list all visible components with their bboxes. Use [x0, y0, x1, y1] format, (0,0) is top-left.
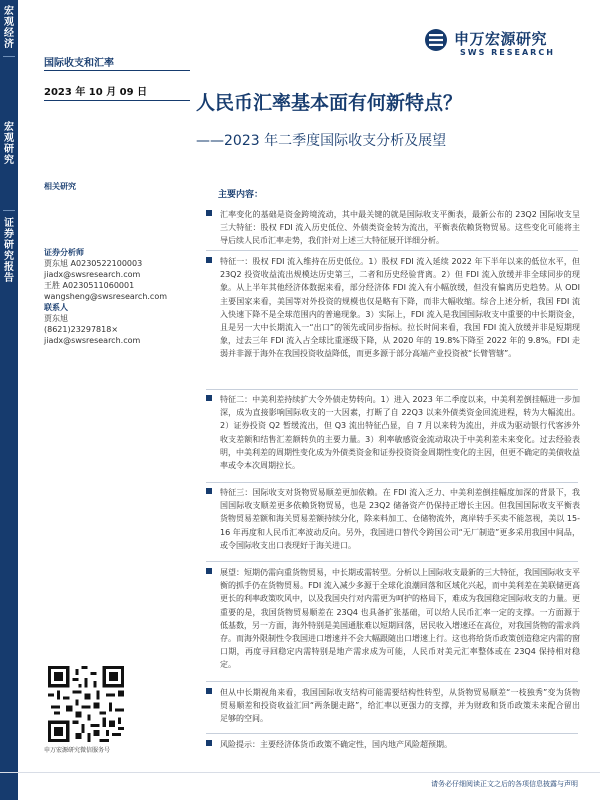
contact-email[interactable]: jiadx@swsresearch.com — [44, 336, 141, 345]
bullet-square-icon — [206, 395, 212, 401]
related-research-heading: 相关研究 — [44, 182, 76, 191]
analysts-heading: 证券分析师 — [44, 248, 84, 257]
sidebar-divider — [3, 210, 15, 211]
divider — [206, 250, 578, 251]
bullet-square-icon — [206, 568, 212, 574]
divider — [206, 681, 578, 682]
sidebar-divider — [3, 56, 15, 57]
summary-paragraph: 但从中长期视角来看，我国国际收支结构可能需要结构性转型，从货物贸易顺差“一枝独秀”变为货物贸易顺差和投资收益汇回“两条腿走路”，给汇率以更强力的支撑，并为财政和货币政策未来配合留出足够的空间。 — [220, 688, 580, 724]
divider — [206, 733, 578, 734]
qr-caption: 申万宏源研究微信服务号 — [44, 747, 111, 754]
summary-paragraph: 特征二：中美利差持续扩大令外债走势转向。1）进入 2023 年二季度以来，中美利差倒挂幅进一步加深，成为直接影响国际收支的一大因素，打断了自 22Q3 以来外债类资金回流进程，转为大幅流出。2）证券投资 Q2 暂缓流出，但 Q3 流出特征凸显，自 7 月以来转为流出，并成为驱动银行代客涉外收支差额和结售汇差额转负的主要力量。3）利率敏感资金流动取决于中美利差未来变化。过去经验表明，中美利差的周期性变化成为外债类资金和证券投资资金周期性变化的主因，但更不确定的美债收益率或令本次周期拉长。 — [220, 395, 580, 471]
divider — [206, 561, 578, 562]
summary-paragraph: 展望：短期仍需向重货物贸易，中长期或需转型。分析以上国际收支最新的三大特征，我国国际收支平衡的抓手仍在货物贸易。FDI 流入减少多源于全球化浪潮回落和区域化兴起，而中美利差在美联储更高更长的利率政策吹风中，以及我国央行对内需更为呵护的格局下，难成为我国稳定国际收支的力量。更重要的是，我国货物贸易顺差在 23Q4 也具备扩张基础，可以给人民币汇率一定的支撑。一方面源于低基数，另一方面，海外特别是美国通胀难以短期回落，居民收入增速还在高位，对我国货物的需求尚存。而海外限制性令我国进口增速并不会大幅跟随出口增速上行。这也将给货币政策创造稳定内需的窗口期，再度寻回稳定内需特别是地产需求成为可能，人民币对美元汇率整体或在 23Q4 保持相对稳定。 — [220, 568, 580, 670]
footer-divider — [0, 772, 600, 773]
qr-code-icon — [48, 666, 124, 742]
summary-paragraph: 特征三：国际收支对货物贸易顺差更加依赖。在 FDI 流入乏力、中美利差倒挂幅度加深的背景下，我国国际收支顺差更多依赖货物贸易，也是 23Q2 储备资产仍保持正增长主因。但我国国际收支平衡表货物贸易差额和海关贸易差额持续分化，除来料加工、仓储物流外，离岸转手买卖不能忽视，美以 15-16 年再度和人民币汇率波动反向。另外，我国进口替代令跨国公司“无厂制造”更多采用我国中间品，或令国际收支出口表现好于海关进口。 — [220, 488, 580, 550]
analyst-line: 王胜 A0230511060001 — [44, 281, 135, 290]
sidebar-label-securities-report: 证券研究报告 — [4, 218, 14, 284]
analyst-email[interactable]: jiadx@swsresearch.com — [44, 270, 141, 279]
sidebar — [0, 0, 18, 800]
bullet-square-icon — [206, 688, 212, 694]
summary-paragraph: 汇率变化的基础是资金跨境流动，其中最关键的就是国际收支平衡表，最新公布的 23Q2 国际收支呈三大特征：股权 FDI 流入历史低位、外债类资金转为流出，平衡表依赖货物贸易。这些变化可能将主导后续人民币汇率走势，我们针对上述三大特征展开详细分析。 — [220, 210, 580, 246]
sws-logo — [424, 28, 574, 64]
divider — [44, 70, 190, 71]
summary-paragraph: 特征一：股权 FDI 流入维持在历史低位。1）股权 FDI 流入延续 2022 年下半年以来的低位水平，但 23Q2 投资收益流出规模达历史第三，二者和历史经验背离。2）但 FDI 流入放缓并非全球同步的现象。从上半年其他经济体数据来看，部分经济体 FDI 流入有小幅放缓，但没有偏离历史趋势。从 ODI 主要国家来看，美国等对外投资的规模也仅是略有下降，而非大幅收缩。综合上述分析，我国 FDI 流入快速下降不是全球范围内的普遍现象。3）实际上，FDI 流入是我国国际收支中重要的中长期资金，且是另一大中长期流入一“出口”的领先或同步指标。拉长时间来看，我国 FDI 流入放缓并非是短期现象，过去三年 FDI 流入占全球比重逐级下降，从 2020 年的 19.8%下降至 2022 年的 9.8%。FDI 走弱并非源于海外在我国投资收益降低，而更多源于部分高端产业投资被“长臂管辖”。 — [220, 257, 580, 359]
bullet-square-icon — [206, 257, 212, 263]
report-category: 国际收支和汇率 — [44, 58, 114, 69]
report-date: 2023 年 10 月 09 日 — [44, 87, 148, 98]
sidebar-label-macro-research: 宏观研究 — [4, 122, 14, 166]
sws-logo-icon — [424, 28, 448, 52]
risk-warning: 风险提示：主要经济体货币政策不确定性，国内地产风险超预期。 — [220, 740, 452, 749]
analysts-block — [44, 247, 184, 302]
contact-block — [44, 302, 184, 346]
divider — [206, 482, 578, 483]
main-content-heading: 主要内容： — [218, 190, 264, 200]
contact-name: 贾东旭 — [44, 314, 68, 323]
sidebar-label-macro-economy: 宏观经济 — [4, 6, 14, 50]
page-subtitle: ——2023 年二季度国际收支分析及展望 — [196, 133, 447, 149]
bullet-square-icon — [206, 210, 212, 216]
logo-name-en: SWS RESEARCH — [460, 48, 555, 57]
analyst-line: 贾东旭 A0230522100003 — [44, 259, 143, 268]
contact-heading: 联系人 — [44, 303, 68, 312]
divider — [206, 389, 578, 390]
contact-phone: (8621)23297818× — [44, 325, 119, 334]
logo-name-cn: 申万宏源研究 — [454, 30, 548, 48]
page-title: 人民币汇率基本面有何新特点？ — [196, 92, 463, 114]
footer-disclaimer: 请务必仔细阅读正文之后的各项信息披露与声明 — [431, 780, 578, 788]
bullet-square-icon — [206, 740, 212, 746]
analyst-email[interactable]: wangsheng@swsresearch.com — [44, 292, 168, 301]
bullet-square-icon — [206, 488, 212, 494]
divider — [44, 100, 190, 101]
